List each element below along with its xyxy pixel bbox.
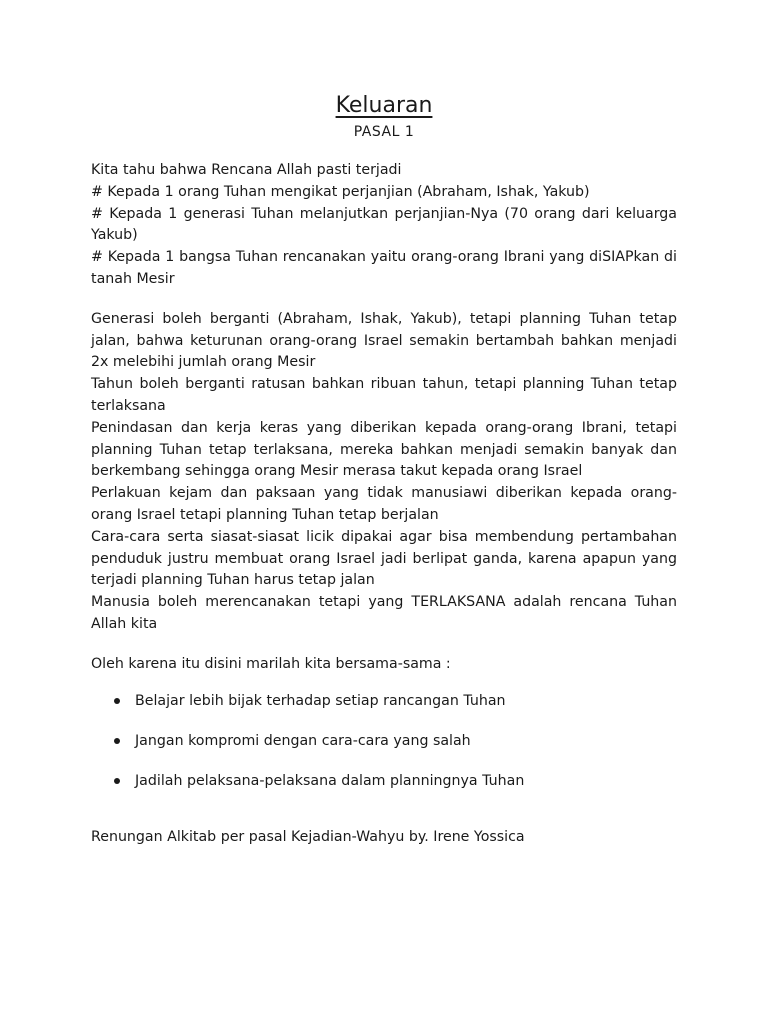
list-item [91,770,677,792]
bullet-icon [114,778,120,784]
intro-section [91,160,677,291]
bullet-text: Jangan kompromi dengan cara-cara yang salah [135,732,471,749]
intro-line: # Kepada 1 bangsa Tuhan rencanakan yaitu orang-orang Ibrani yang diSIAPkan di tanah Mesir [91,249,677,287]
conclusion-intro: Oleh karena itu disini marilah kita bersama-sama : [91,655,451,672]
paragraph: Tahun boleh berganti ratusan bahkan ribuan tahun, tetapi planning Tuhan tetap terlaksana [91,376,677,414]
intro-line: # Kepada 1 orang Tuhan mengikat perjanjian (Abraham, Ishak, Yakub) [91,183,590,200]
paragraph: Perlakuan kejam dan paksaan yang tidak manusiawi diberikan kepada orang-orang Israel tetapi planning Tuhan tetap berjalan [91,485,677,523]
paragraph: Manusia boleh merencanakan tetapi yang TERLAKSANA adalah rencana Tuhan Allah kita [91,594,677,632]
paragraph: Penindasan dan kerja keras yang diberikan kepada orang-orang Ibrani, tetapi planning Tuhan tetap terlaksana, mereka bahkan menjadi semakin banyak dan berkembang sehingga orang Mesir merasa takut kepada orang Israel [91,419,677,480]
conclusion-section [91,654,677,792]
paragraph: Generasi boleh berganti (Abraham, Ishak, Yakub), tetapi planning Tuhan tetap jalan, bahwa keturunan orang-orang Israel semakin bertambah bahkan menjadi 2x melebihi jumlah orang Mesir [91,310,677,371]
bullet-text: Belajar lebih bijak terhadap setiap rancangan Tuhan [135,692,506,709]
intro-line: Kita tahu bahwa Rencana Allah pasti terjadi [91,162,402,178]
document-title: Keluaran [335,93,433,118]
intro-line: # Kepada 1 generasi Tuhan melanjutkan perjanjian-Nya (70 orang dari keluarga Yakub) [91,205,677,244]
paragraphs-section [91,309,677,636]
list-item [91,690,677,712]
footer-credit: Renungan Alkitab per pasal Kejadian-Wahyu by. Irene Yossica [91,828,525,845]
bullet-text: Jadilah pelaksana-pelaksana dalam planningnya Tuhan [135,772,525,789]
list-item [91,730,677,752]
bullet-icon [114,738,120,744]
bullet-icon [114,698,120,704]
bullet-list [91,690,677,792]
chapter-subtitle: PASAL 1 [353,124,415,140]
paragraph: Cara-cara serta siasat-siasat licik dipakai agar bisa membendung pertambahan penduduk justru membuat orang Israel jadi berlipat ganda, karena apapun yang terjadi planning Tuhan harus tetap jalan [91,528,677,589]
